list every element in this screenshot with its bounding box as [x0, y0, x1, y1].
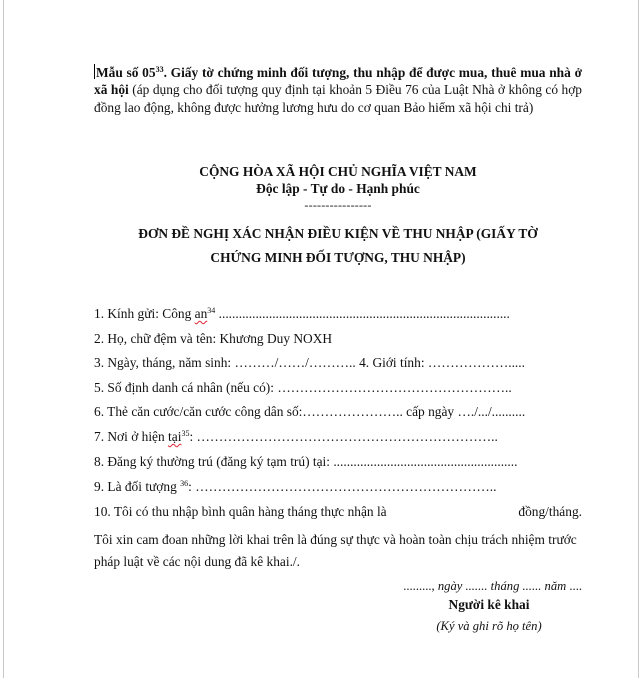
field-monthly-income [94, 503, 582, 520]
form-scope-note: (áp dụng cho đối tượng quy định tại khoản 5 Điều 76 của Luật Nhà ở không có hợp đồng lao động, không được hưởng lương hưu do cơ quan Bảo hiểm xã hội chi trả) [94, 82, 583, 115]
footnote-ref-36: 36 [180, 479, 189, 488]
field-recipient [94, 305, 582, 322]
field-monthly-income-unit: đồng/tháng. [518, 504, 582, 519]
date-fields: ngày ....... tháng ...... năm [437, 579, 567, 593]
field-registered-residence: 8. Đăng ký thường trú (đăng ký tạm trú) tại: ....................................................... [94, 454, 518, 469]
field-subject-type-label: 9. Là đối tượng [94, 479, 181, 494]
field-recipient-fill: ....................................................................................... [215, 306, 510, 321]
field-birth-date-gender: 3. Ngày, tháng, năm sinh: ………/……/……….. 4. Giới tính: ………………..... [94, 355, 525, 370]
pledge-statement: Tôi xin cam đoan những lời khai trên là đúng sự thực và hoàn toàn chịu trách nhiệm trước pháp luật về các nội dung đã kê khai./. [94, 532, 577, 569]
national-motto: Độc lập - Tự do - Hạnh phúc [256, 181, 420, 196]
text-cursor [94, 64, 95, 79]
field-subject-type-fill: : ………………………………………………………….. [188, 479, 497, 494]
field-monthly-income-label: 10. Tôi có thu nhập bình quân hàng tháng thực nhận là [94, 504, 387, 519]
field-recipient-word: an [194, 306, 208, 321]
field-personal-id: 5. Số định danh cá nhân (nếu có): …………………………………………….. [94, 380, 512, 395]
form-title-bold: . Giấy tờ chứng minh đối tượng, thu nhập để được mua, thuê mua nhà ở xã hội [94, 65, 582, 98]
footnote-ref-35: 35 [181, 429, 190, 438]
field-recipient-label: 1. Kính gửi: Công [94, 306, 195, 321]
application-title: ĐƠN ĐỀ NGHỊ XÁC NHẬN ĐIỀU KIỆN VỀ THU NHẬP (GIẤY TỜ CHỨNG MINH ĐỐI TƯỢNG, THU NHẬP) [138, 226, 538, 265]
form-header-paragraph [94, 64, 582, 116]
field-current-address-fill: : ………………………………………………………….. [189, 429, 498, 444]
field-current-address-word: tại [168, 429, 182, 444]
field-citizen-card: 6. Thẻ căn cước/căn cước công dân số:………………….. cấp ngày …./.../.......... [94, 404, 526, 419]
signature-hint: (Ký và ghi rõ họ tên) [436, 619, 542, 633]
document-page [3, 0, 639, 678]
date-year-fill: .... [566, 579, 582, 593]
signer-title: Người kê khai [448, 597, 530, 612]
country-name: CỘNG HÒA XÃ HỘI CHỦ NGHĨA VIỆT NAM [199, 164, 477, 179]
field-full-name: 2. Họ, chữ đệm và tên: Khương Duy NOXH [94, 331, 333, 346]
field-current-address-label: 7. Nơi ở hiện [94, 429, 169, 444]
field-current-address [94, 428, 582, 445]
footnote-ref-34: 34 [207, 306, 216, 315]
footnote-ref-33: 33 [155, 65, 164, 74]
date-place: ........., [403, 579, 438, 593]
field-subject-type [94, 478, 582, 495]
date-line [94, 579, 582, 594]
motto-separator: ---------------- [304, 198, 372, 212]
document-content [94, 64, 583, 633]
form-number: Mẫu số 05 [96, 65, 156, 80]
